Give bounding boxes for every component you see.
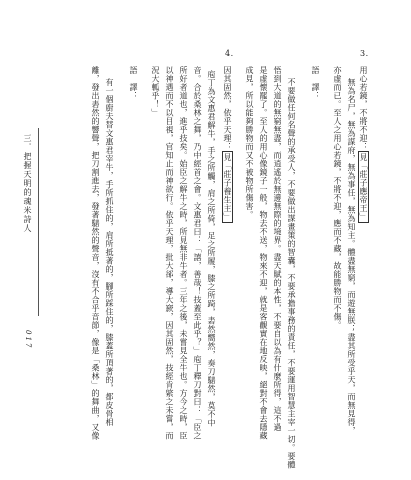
section-4-number: 4. <box>225 49 234 58</box>
section-4-source: 見「莊子養生主」 <box>223 153 232 221</box>
text-column: 成見，所以能夠勝物而又不被物所傷害。 <box>245 66 254 219</box>
section-3-heading <box>358 66 369 223</box>
section-4-translation-label: 語 譯： <box>129 66 138 100</box>
section-4-heading-main: 因其固然，依乎天理： <box>223 66 232 151</box>
text-column: 是虛懷罷了。至人的用心像鏡子一般，物去不送，物來不迎，就是客觀實在地反映，絕對不會去隱藏 <box>259 66 268 440</box>
text-column: 庖丁為文惠君解牛，手之所觸，肩之所倚，足之所履，膝之所踦，砉然嚮然，奏刀騞然，莫不中 <box>207 70 216 427</box>
section-3-number: 3. <box>360 49 369 58</box>
section-3-source: 見「莊子應帝王」 <box>359 153 368 221</box>
text-column: 所好者道也，進乎技矣。始臣之解牛之時，所見無非牛者。三年之後，未嘗見全牛也。方今之時，臣 <box>179 66 188 440</box>
section-3-heading-main: 用心若鏡，不將不迎： <box>359 66 368 151</box>
text-column: 悟到大道的無窮無盡，而逍遙於無邊無際的境界。盡天賦的本性，不要自以為有什麼所得，這不過 <box>273 66 282 432</box>
page-number: 017 <box>24 330 32 350</box>
text-column: 亦虛而已。至人之用心若鏡，不將不迎，應而不藏，故能勝物而不傷。 <box>333 66 342 330</box>
text-column: 有一個廚夫替文惠君宰牛，手所抓住的，肩所抵著的，腳所踩住的，膝蓋所頂著的，都皮骨相 <box>105 78 114 427</box>
text-column: 不要做任何名聲的承受人，不要做出謀畫策的智囊，不要承擔事務的責任，不要運用智慧主宰一切。要體 <box>287 78 296 469</box>
text-column: 音。合於桑林之舞，乃中經首之會。文惠君曰：「譆，善哉！技蓋至此乎？」庖丁釋刀對曰：「臣之 <box>193 66 202 440</box>
running-title: 三．把握天明的魂米詩人 <box>23 134 32 233</box>
text-column: 無為名尸，無為謀府，無為事任，無為知主。體盡無窮，而遊無朕；盡其所受乎天，而無見得， <box>347 78 356 435</box>
text-column: 況大軱乎！」 <box>151 66 160 117</box>
section-4-heading <box>222 66 233 223</box>
section-3-translation-label: 語 譯： <box>311 66 320 100</box>
text-column: 以神遇而不以目視，官知止而神欲行。依乎天理，批大郤，導大窾，因其固然，技經肯綮之未嘗，而 <box>165 66 174 440</box>
text-column: 離，發出砉然的響聲，把刀割進去，發著騞然的聲音，沒有不合乎音節，像是「桑林」的舞曲，又像 <box>91 66 100 440</box>
